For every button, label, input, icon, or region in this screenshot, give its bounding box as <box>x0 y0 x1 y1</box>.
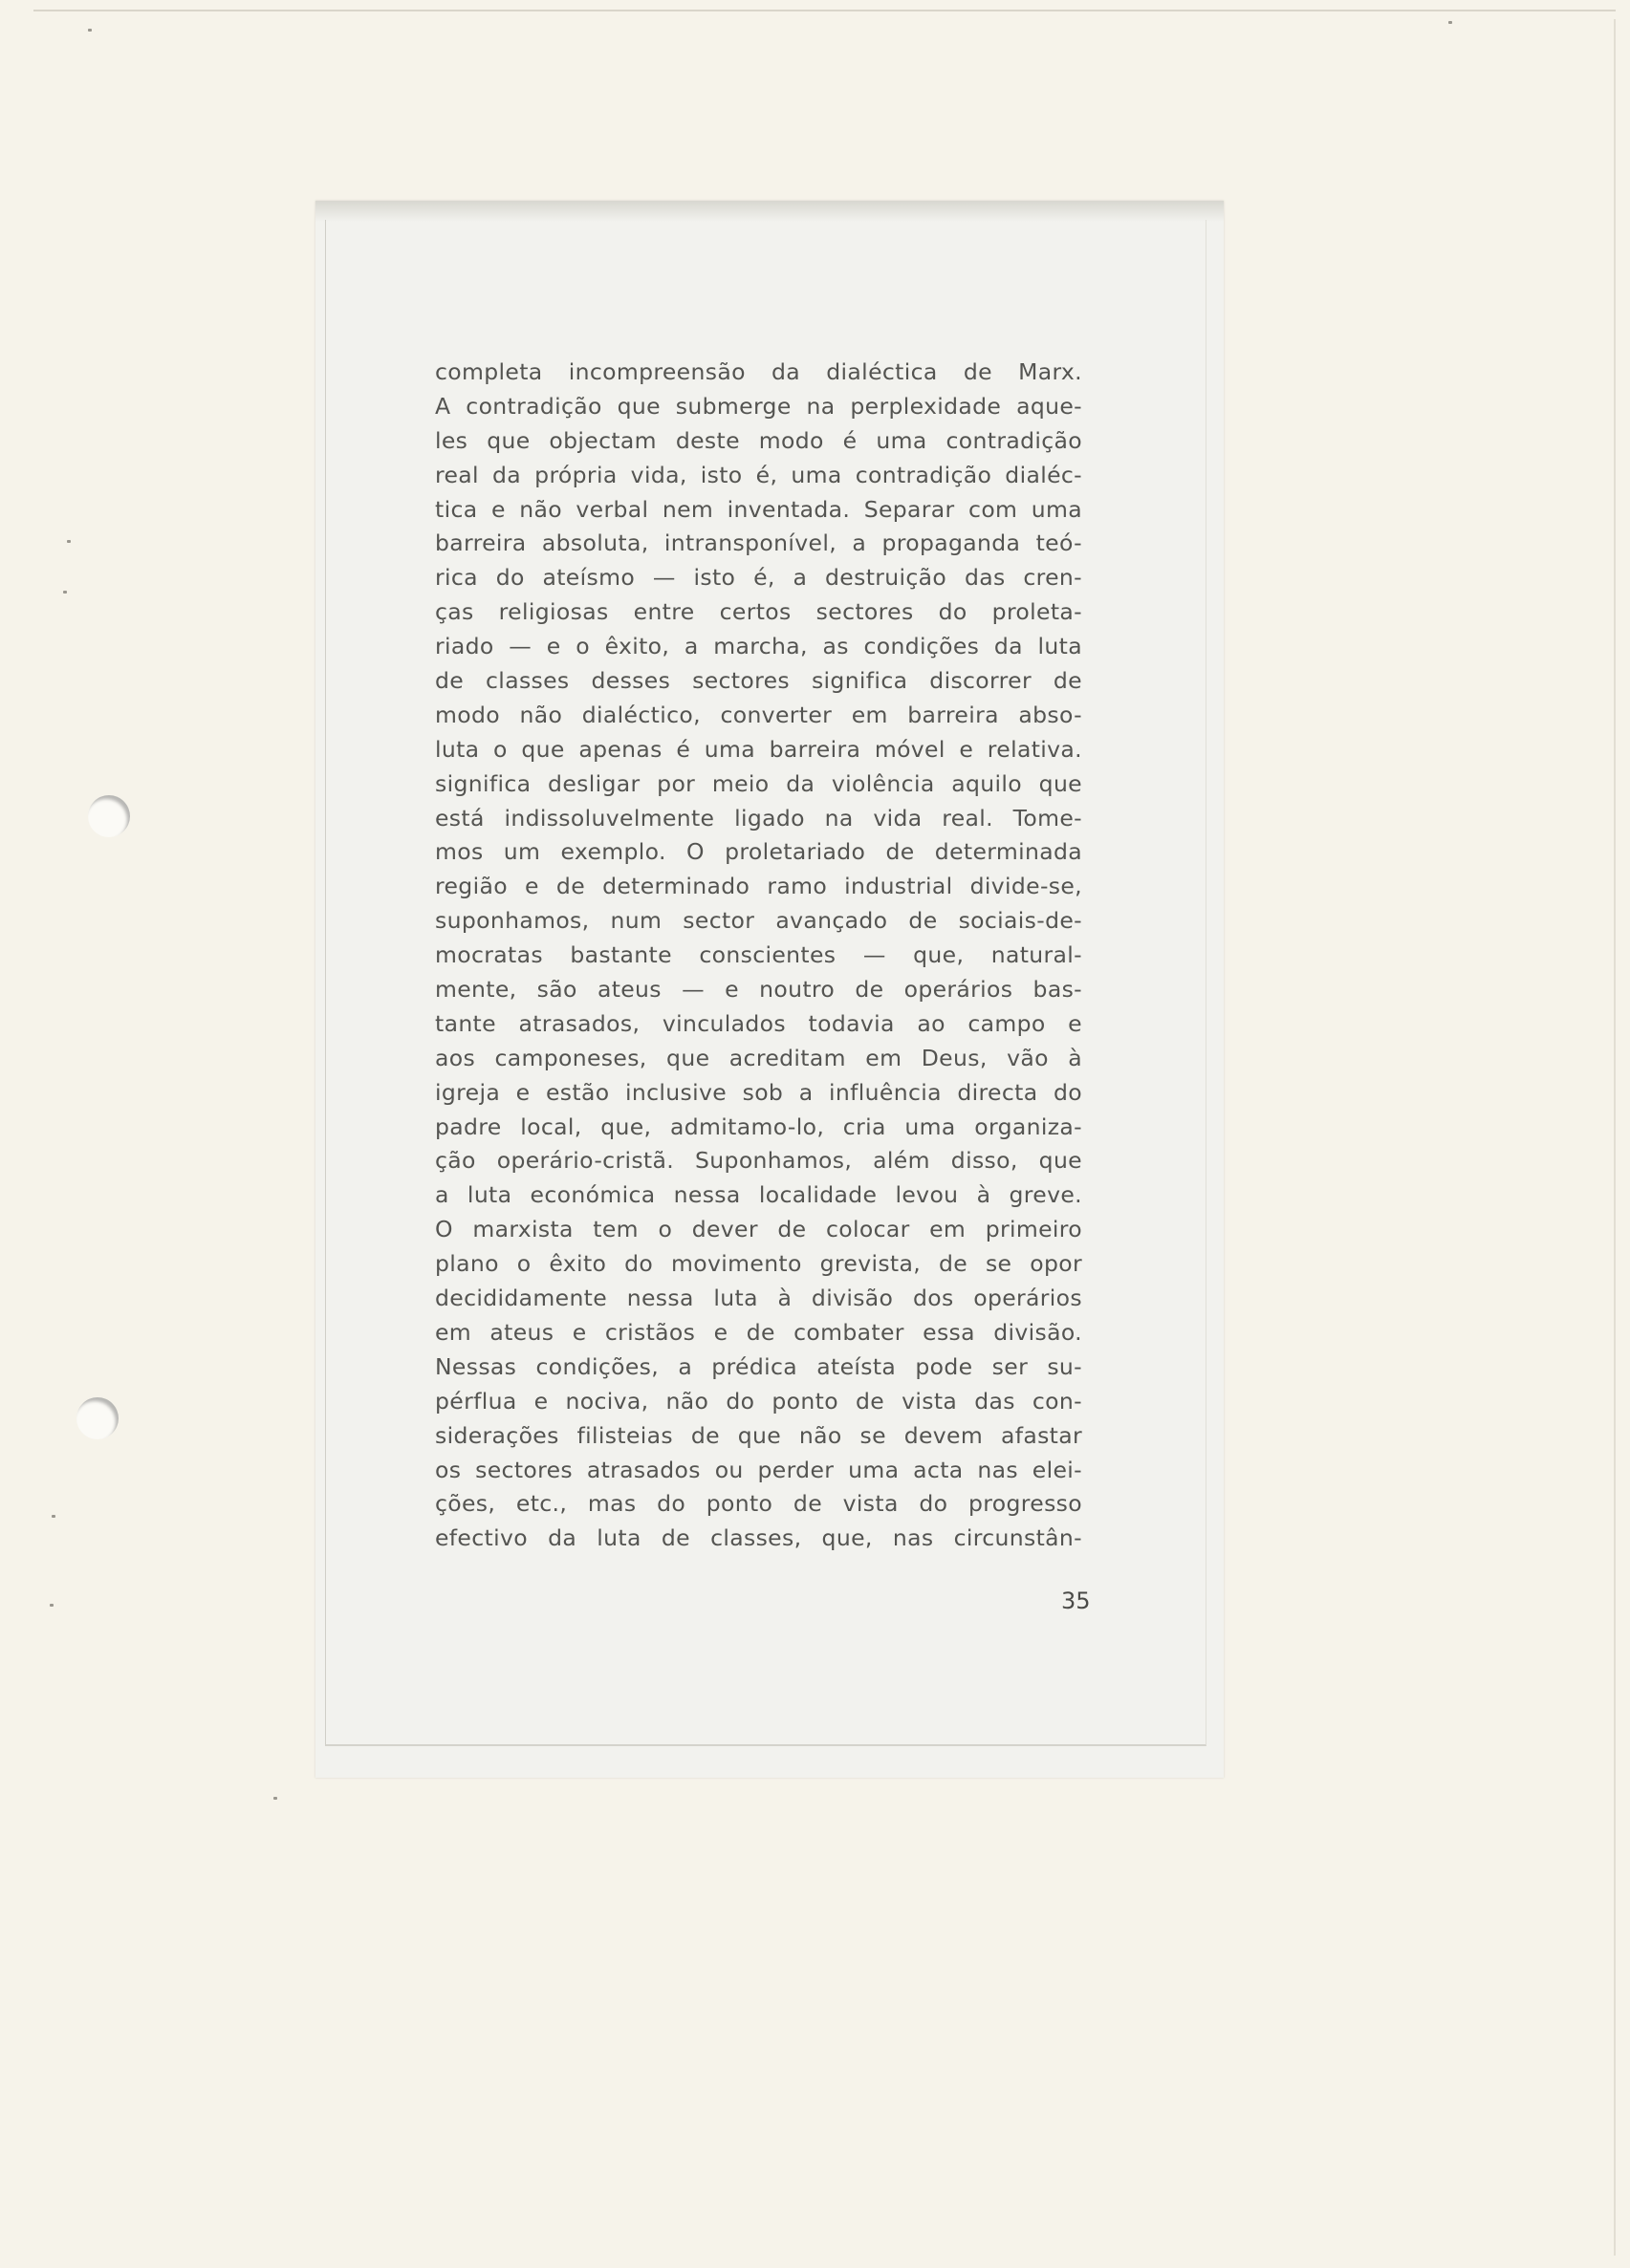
text-line: em ateus e cristãos e de combater essa divisão. <box>435 1318 1082 1346</box>
scan-speck <box>50 1604 54 1607</box>
page-number: 35 <box>1061 1588 1091 1614</box>
text-line: ções, etc., mas do ponto de vista do progresso <box>435 1490 1082 1518</box>
scan-speck <box>1448 21 1452 24</box>
text-line: região e de determinado ramo industrial divide-se, <box>435 873 1082 900</box>
clipping-shadow <box>315 201 1224 222</box>
scan-speck <box>273 1797 277 1800</box>
text-line: decididamente nessa luta à divisão dos operários <box>435 1285 1082 1312</box>
text-line: a luta económica nessa localidade levou à greve. <box>435 1181 1082 1209</box>
text-line: rica do ateísmo — isto é, a destruição das cren- <box>435 564 1082 592</box>
text-line: padre local, que, admitamo-lo, cria uma organiza- <box>435 1112 1082 1140</box>
text-line: pérflua e nociva, não do ponto de vista das con- <box>435 1387 1082 1415</box>
scan-edge-top <box>33 10 1616 11</box>
text-line: siderações filisteias de que não se devem afastar <box>435 1421 1082 1449</box>
text-line: efectivo da luta de classes, que, nas circunstân- <box>435 1524 1082 1552</box>
text-line: mos um exemplo. O proletariado de determinada <box>435 838 1082 866</box>
text-line: mente, são ateus — e noutro de operários bas- <box>435 976 1082 1004</box>
text-line: modo não dialéctico, converter em barreira abso- <box>435 701 1082 728</box>
scan-speck <box>52 1515 55 1518</box>
text-line: ção operário-cristã. Suponhamos, além disso, que <box>435 1147 1082 1175</box>
text-line: plano o êxito do movimento grevista, de se opor <box>435 1250 1082 1278</box>
scan-speck <box>88 29 92 32</box>
text-line: les que objectam deste modo é uma contradição <box>435 426 1082 454</box>
text-line: os sectores atrasados ou perder uma acta nas elei- <box>435 1456 1082 1483</box>
text-line: O marxista tem o dever de colocar em primeiro <box>435 1216 1082 1243</box>
book-page-clipping <box>315 201 1224 1778</box>
text-line: Nessas condições, a prédica ateísta pode ser su- <box>435 1352 1082 1380</box>
text-line: suponhamos, num sector avançado de sociais-de- <box>435 907 1082 935</box>
text-line: igreja e estão inclusive sob a influência directa do <box>435 1078 1082 1106</box>
binder-punch-hole <box>76 1397 119 1439</box>
body-text <box>435 356 1082 1556</box>
text-line: aos camponeses, que acreditam em Deus, vão à <box>435 1044 1082 1071</box>
text-line: A contradição que submerge na perplexidade aque- <box>435 392 1082 420</box>
text-line: tante atrasados, vinculados todavia ao campo e <box>435 1009 1082 1037</box>
text-line: significa desligar por meio da violência aquilo que <box>435 769 1082 797</box>
scan-edge-right <box>1614 19 1616 2256</box>
text-line: barreira absoluta, intransponível, a propaganda teó- <box>435 529 1082 557</box>
text-line: riado — e o êxito, a marcha, as condições da luta <box>435 633 1082 660</box>
binder-punch-hole <box>88 795 130 837</box>
text-line: tica e não verbal nem inventada. Separar com uma <box>435 495 1082 523</box>
scan-speck <box>67 540 71 543</box>
scan-speck <box>63 591 67 594</box>
text-line: completa incompreensão da dialéctica de Marx. <box>435 358 1082 385</box>
text-line: ças religiosas entre certos sectores do proleta- <box>435 598 1082 626</box>
text-line: real da própria vida, isto é, uma contradição dialéc- <box>435 461 1082 488</box>
text-line: de classes desses sectores significa discorrer de <box>435 667 1082 695</box>
text-line: está indissoluvelmente ligado na vida real. Tome- <box>435 804 1082 832</box>
text-line: mocratas bastante conscientes — que, natural- <box>435 941 1082 969</box>
text-line: luta o que apenas é uma barreira móvel e relativa. <box>435 735 1082 763</box>
